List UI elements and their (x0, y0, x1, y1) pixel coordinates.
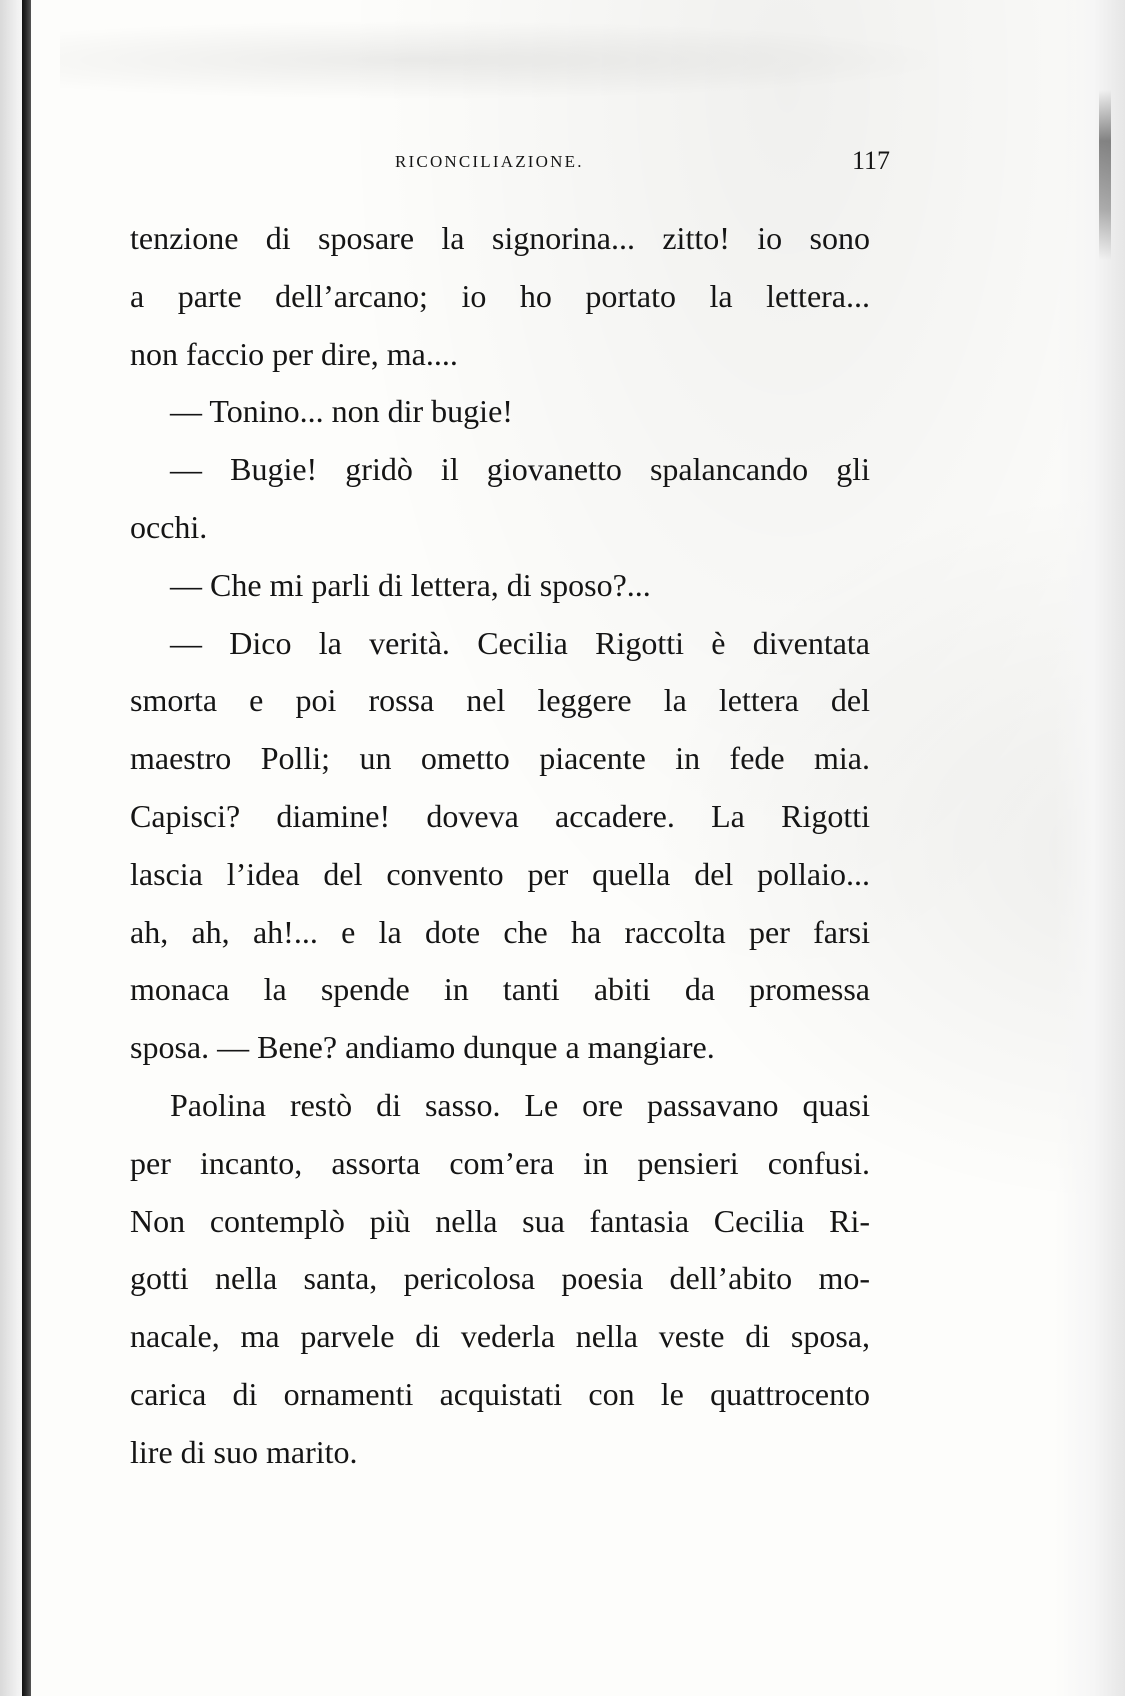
body-text (130, 210, 870, 1482)
page-edge-mark (1099, 90, 1111, 260)
text-line: lascia l’idea del convento per quella del pollaio... (130, 855, 870, 892)
text-line: Paolina restò di sasso. Le ore passavano quasi (170, 1086, 870, 1123)
text-line: occhi. (130, 508, 208, 545)
running-title: RICONCILIAZIONE. (395, 152, 584, 171)
text-line: sposa. — Bene? andiamo dunque a mangiare. (130, 1029, 715, 1066)
text-line: per incanto, assorta com’era in pensieri confusi. (130, 1144, 870, 1181)
text-line: gotti nella santa, pericolosa poesia dell’abito mo- (130, 1260, 870, 1297)
text-line: — Tonino... non dir bugie! (170, 393, 513, 430)
page-number: 117 (851, 146, 890, 175)
binding-edge (22, 0, 31, 1696)
text-line: ah, ah, ah!... e la dote che ha raccolta per farsi (130, 913, 870, 950)
text-line: tenzione di sposare la signorina... zitto! io sono (130, 220, 870, 256)
text-line: nacale, ma parvele di vederla nella veste di sposa, (130, 1318, 870, 1355)
text-line: — Dico la verità. Cecilia Rigotti è diventata (170, 624, 870, 661)
page-edge-shadow (1055, 0, 1125, 1696)
text-line: — Che mi parli di lettera, di sposo?... (170, 566, 651, 603)
scan-smudge (60, 20, 960, 100)
text-line: smorta e poi rossa nel leggere la lettera del (130, 682, 870, 719)
text-line: maestro Polli; un ometto piacente in fede mia. (130, 740, 870, 777)
text-line: non faccio per dire, ma.... (130, 335, 458, 372)
text-line: Non contemplò più nella sua fantasia Cecilia Ri- (130, 1202, 870, 1239)
text-line: carica di ornamenti acquistati con le quattrocento (130, 1375, 870, 1412)
text-line: Capisci? diamine! doveva accadere. La Rigotti (130, 797, 870, 834)
text-line: a parte dell’arcano; io ho portato la lettera... (130, 277, 870, 314)
text-line: monaca la spende in tanti abiti da promessa (130, 971, 870, 1008)
text-line: — Bugie! gridò il giovanetto spalancando gli (170, 451, 870, 488)
text-line: lire di suo marito. (130, 1433, 358, 1470)
page-header (395, 146, 890, 176)
